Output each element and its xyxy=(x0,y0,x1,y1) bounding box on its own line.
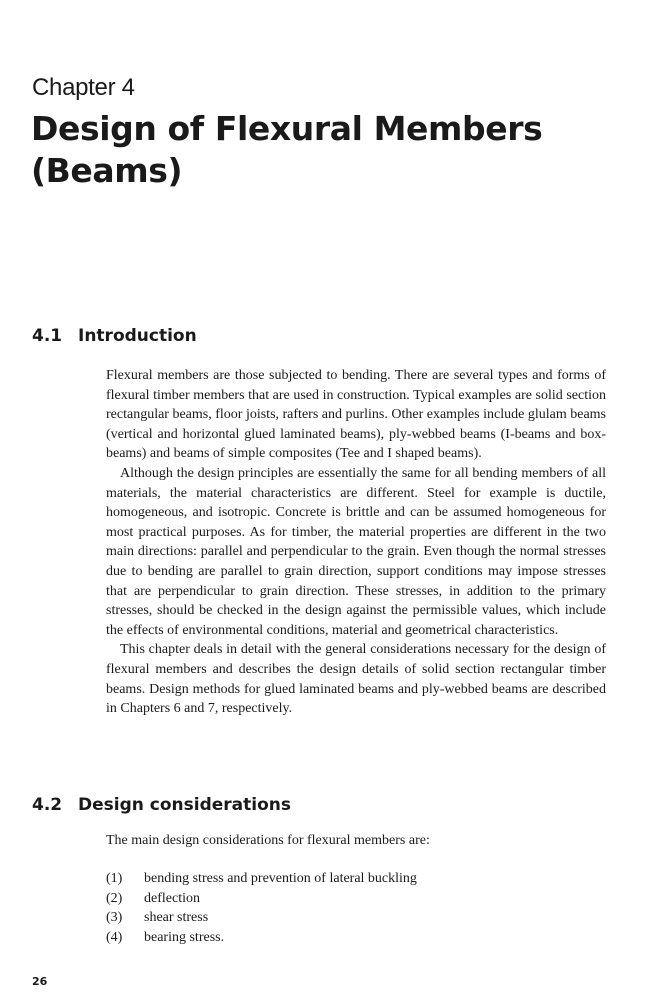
chapter-title-line-1: Design of Flexural Members xyxy=(31,109,543,148)
introduction-body xyxy=(106,366,606,719)
list-item-text: bearing stress. xyxy=(144,930,225,946)
chapter-title-line-2: (Beams) xyxy=(31,151,183,190)
list-marker: (3) xyxy=(106,910,123,926)
list-marker: (1) xyxy=(106,871,123,886)
section-title: Design considerations xyxy=(78,795,291,815)
section-heading-introduction xyxy=(32,326,197,346)
list-item xyxy=(106,889,417,909)
section-title: Introduction xyxy=(78,326,197,346)
list-item xyxy=(106,908,417,928)
paragraph: Although the design principles are essentially the same for all bending members of all materials, the material characteristics are different. Steel for example is ductile, homogeneous, and isotropic. Concrete is brittle and can be assumed homogeneous for most practical purposes. As for timber, the material properties are different in the two main directions: parallel and perpendicular to the grain. Even though the normal stresses due to bending are parallel to grain direction, support conditions may impose stresses that are perpendicular to grain direction. These stresses, in addition to the primary stresses, should be checked in the design against the permissible values, which include the effects of environmental conditions, material and geometrical characteristics. xyxy=(106,465,606,638)
section-number: 4.1 xyxy=(32,326,63,346)
list-item xyxy=(106,869,417,889)
list-marker: (4) xyxy=(106,930,123,946)
paragraph: This chapter deals in detail with the general considerations necessary for the design of flexural members and describes the design details of solid section rectangular timber beams. Design methods for glued laminated beams and ply-webbed beams are described in Chapters 6 and 7, respectively. xyxy=(106,642,606,717)
section-number: 4.2 xyxy=(32,795,63,815)
considerations-list xyxy=(106,869,417,948)
considerations-intro: The main design considerations for flexural members are: xyxy=(106,833,430,848)
paragraph: Flexural members are those subjected to bending. There are several types and forms of flexural timber members that are used in construction. Typical examples are solid section rectangular beams, floor joists, rafters and purlins. Other examples include glulam beams (vertical and horizontal glued laminated beams), ply-webbed beams (I-beams and box-beams) and beams of simple composites (Tee and I shaped beams). xyxy=(106,368,606,462)
list-item-text: bending stress and prevention of lateral buckling xyxy=(144,871,417,886)
list-item-text: shear stress xyxy=(144,910,209,926)
list-item xyxy=(106,928,417,948)
page-number: 26 xyxy=(32,975,48,988)
list-marker: (2) xyxy=(106,890,123,906)
list-item-text: deflection xyxy=(144,890,200,906)
chapter-label: Chapter 4 xyxy=(32,74,135,101)
section-heading-design-considerations xyxy=(32,795,291,815)
chapter-title xyxy=(31,108,542,192)
